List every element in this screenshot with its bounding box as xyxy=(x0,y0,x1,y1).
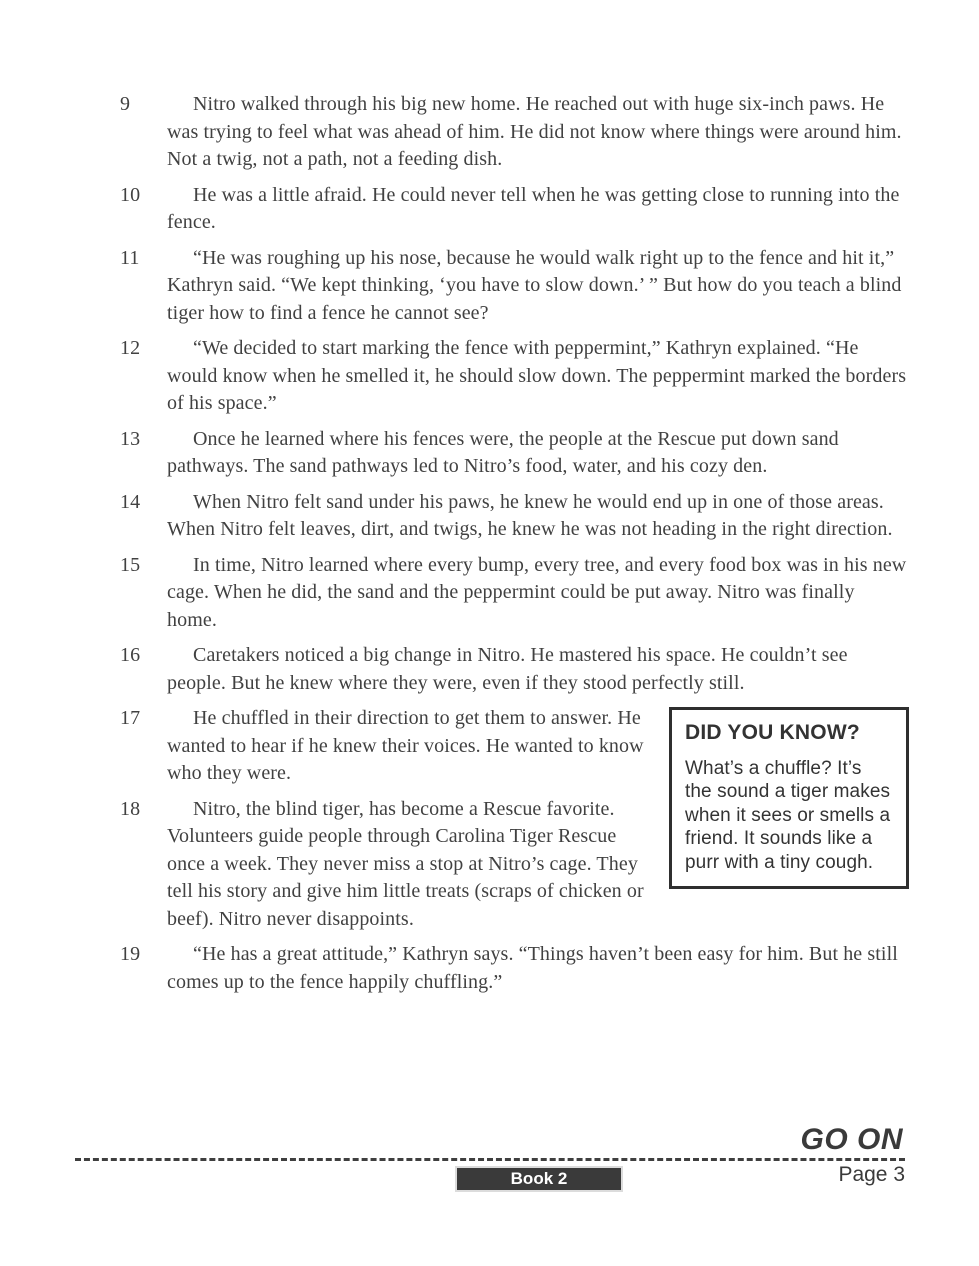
paragraph-number: 19 xyxy=(120,943,141,965)
paragraph xyxy=(120,796,909,934)
paragraph xyxy=(120,426,909,481)
paragraph-text: “He was roughing up his nose, because he would walk right up to the fence and hit it,” Kathryn said. “We kept thinking, ‘you have to slow down.’ ” But how do you teach a blind tiger how to find a fence he cannot see? xyxy=(167,246,902,324)
paragraph-text: “We decided to start marking the fence with peppermint,” Kathryn explained. “He would know when he smelled it, he should slow down. The peppermint marked the borders of his space.” xyxy=(167,337,907,414)
paragraph-text: When Nitro felt sand under his paws, he knew he would end up in one of those areas. When Nitro felt leaves, dirt, and twigs, he knew he was not heading in the right direction. xyxy=(167,490,893,540)
paragraph-text: Nitro, the blind tiger, has become a Rescue favorite. Volunteers guide people through Carolina Tiger Rescue once a week. They never miss a stop at Nitro’s cage. They tell his story and give him little treats (scraps of chicken or beef). Nitro never disappoints. xyxy=(167,797,644,930)
paragraph-text: He chuffled in their direction to get them to answer. He wanted to hear if he knew their voices. He wanted to know who they were. xyxy=(167,707,644,784)
paragraph-number: 11 xyxy=(120,246,140,269)
paragraph-number: 18 xyxy=(120,797,141,820)
paragraph-text: Once he learned where his fences were, the people at the Rescue put down sand pathways. The sand pathways led to Nitro’s food, water, and his cozy den. xyxy=(167,427,839,477)
reading-passage xyxy=(120,91,909,1004)
did-you-know-body: What’s a chuffle? It’s the sound a tiger makes when it sees or smells a friend. It sounds like a purr with a tiny cough. xyxy=(685,757,891,873)
paragraph-number: 14 xyxy=(120,490,141,513)
paragraph xyxy=(120,182,909,237)
go-on-marker: GO ON xyxy=(800,1123,903,1156)
paragraph-number: 13 xyxy=(120,427,141,450)
page-number: Page 3 xyxy=(838,1163,905,1186)
paragraph-number: 15 xyxy=(120,553,141,576)
paragraph-number: 16 xyxy=(120,644,141,666)
paragraph-text: Nitro walked through his big new home. He reached out with huge six-inch paws. He was trying to feel what was ahead of him. He did not know where things were around him. Not a twig, not a path, not a feeding dish. xyxy=(167,93,902,170)
cut-line-divider xyxy=(75,1158,905,1161)
paragraph xyxy=(120,245,909,328)
paragraph xyxy=(120,91,909,174)
paragraph xyxy=(120,705,909,788)
paragraph-number: 10 xyxy=(120,183,141,206)
paragraph xyxy=(120,489,909,544)
paragraph-number: 12 xyxy=(120,337,141,359)
paragraph-text: “He has a great attitude,” Kathryn says. “Things haven’t been easy for him. But he still comes up to the fence happily chuffling.” xyxy=(167,943,898,993)
paragraph xyxy=(120,941,909,996)
book-badge: Book 2 xyxy=(455,1166,623,1192)
paragraph-text: In time, Nitro learned where every bump, every tree, and every food box was in his new cage. When he did, the sand and the peppermint could be put away. Nitro was finally home. xyxy=(167,553,907,631)
paragraph-number: 17 xyxy=(120,707,141,729)
paragraph-text: Caretakers noticed a big change in Nitro. He mastered his space. He couldn’t see people. But he knew where they were, even if they stood perfectly still. xyxy=(167,644,848,694)
paragraph-number: 9 xyxy=(120,93,131,115)
paragraph xyxy=(120,335,909,418)
paragraph xyxy=(120,642,909,697)
did-you-know-title: DID YOU KNOW? xyxy=(685,721,860,744)
paragraph-text: He was a little afraid. He could never tell when he was getting close to running into the fence. xyxy=(167,183,900,233)
paragraph xyxy=(120,552,909,635)
